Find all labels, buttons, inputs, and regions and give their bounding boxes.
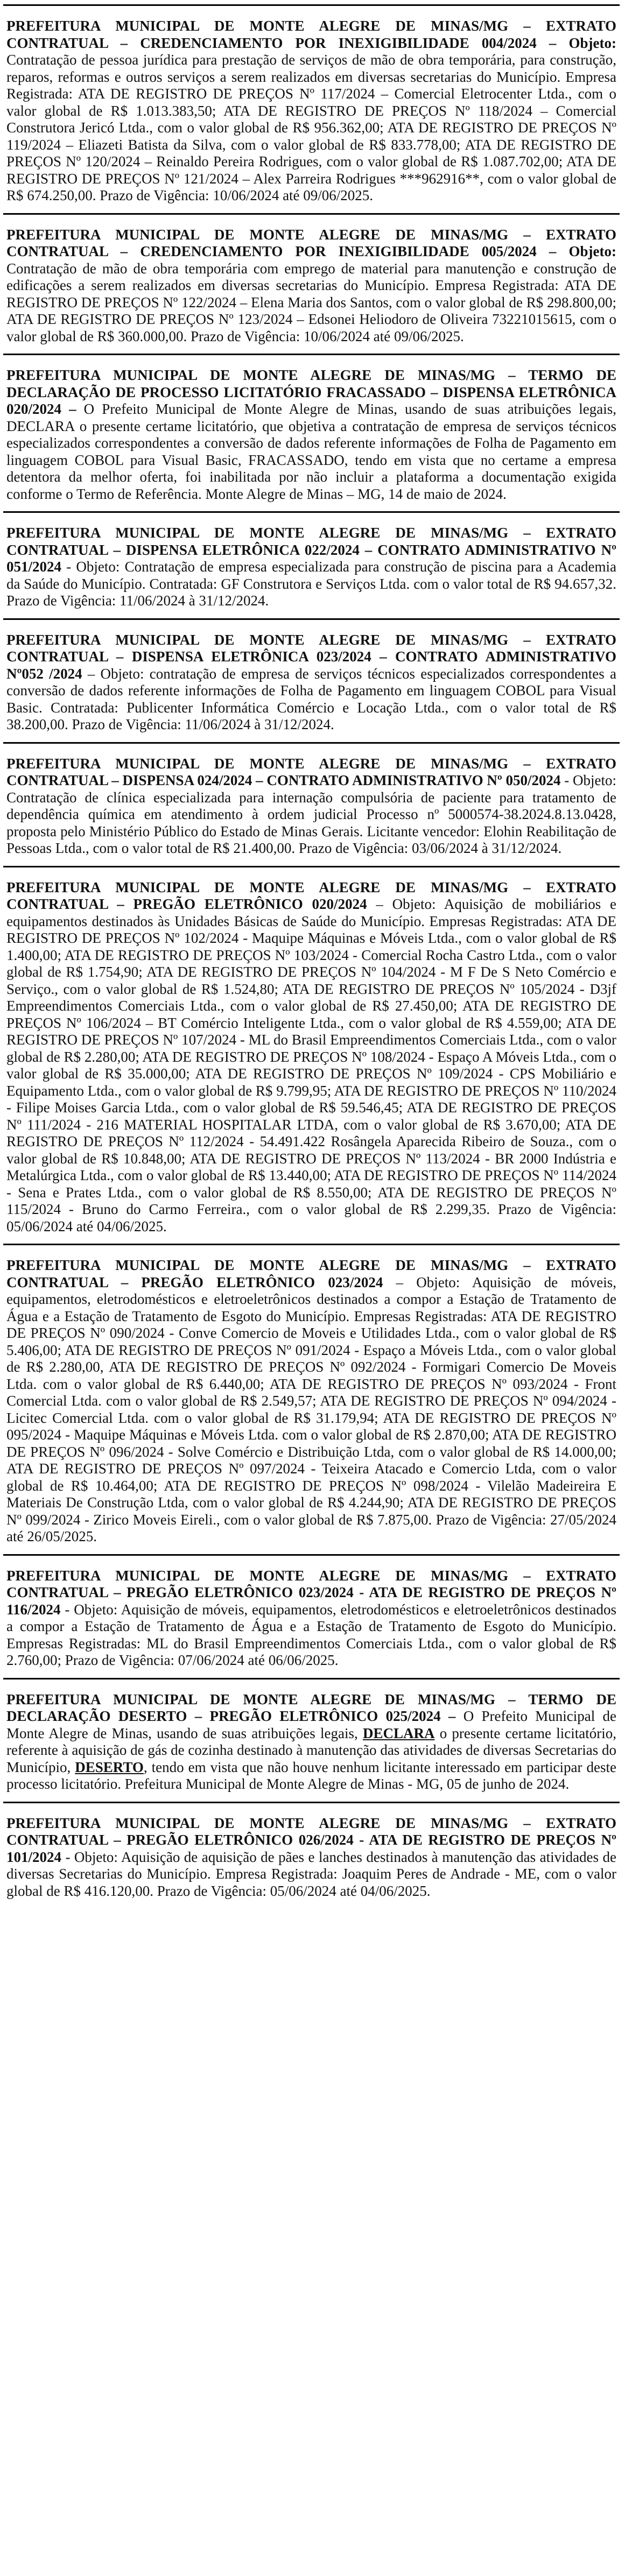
notice-pregao-023-ata-116: [3, 1557, 620, 1677]
notice-text: [6, 227, 616, 345]
notice-body: , tendo em vista que não houve nenhum licitante interessado em participar deste processo licitatório. Prefeitura Municipal de Monte Alegre de Minas - MG, 05 de junho de 2024.: [6, 1759, 616, 1792]
divider: [3, 1554, 620, 1556]
notice-heading: PREFEITURA MUNICIPAL DE MONTE ALEGRE DE MINAS/MG – EXTRATO CONTRATUAL – PREGÃO ELETRÔNICO 023/2024: [6, 1257, 616, 1290]
notice-text: [6, 18, 616, 204]
notice-heading: PREFEITURA MUNICIPAL DE MONTE ALEGRE DE MINAS/MG – EXTRATO CONTRATUAL – DISPENSA ELETRÔNICA 023/2024 – CONTRATO ADMINISTRATIVO Nº052 /2024: [6, 631, 616, 682]
notice-body: Contratação de pessoa jurídica para prestação de serviços de mão de obra temporária, para construção, reparos, reformas e outros serviços a serem realizados em diversas secretarias do Município. Empresa Registrada: ATA DE REGISTRO DE PREÇOS Nº 117/2024 – Comercial Eletrocenter Ltda., com o valor global de R$ 1.013.383,50; ATA DE REGISTRO DE PREÇOS Nº 118/2024 – Comercial Construtora Jericó Ltda., com o valor global de R$ 956.362,00; ATA DE REGISTRO DE PREÇOS Nº 119/2024 – Eliazeti Batista da Silva, com o valor global de R$ 833.778,00; ATA DE REGISTRO DE PREÇOS Nº 120/2024 – Reinaldo Pereira Rodrigues, com o valor global de R$ 1.087.702,00; ATA DE REGISTRO DE PREÇOS Nº 121/2024 – Alex Parreira Rodrigues ***962916**, com o valor global de R$ 674.250,00. Prazo de Vigência: 10/06/2024 até 09/06/2025.: [6, 52, 616, 203]
notice-body: - Objeto: Contratação de clínica especializada para internação compulsória de paciente para tratamento de dependência química em atendimento à ordem judicial Processo nº 5000574-38.2024.8.13.0428, proposta pelo Ministério Público do Estado de Minas Gerais. Licitante vencedor: Elohin Reabilitação de Pessoas Ltda., com o valor total de R$ 21.400,00. Prazo de Vigência: 03/06/2024 à 31/12/2024.: [6, 772, 616, 856]
notice-body: O Prefeito Municipal de Monte Alegre de Minas, usando de suas atribuições legais, DECLARA o presente certame licitatório, que objetiva a contratação de empresa de serviços técnicos especializados correspondentes a conversão de dados referente informações de Folha de Pagamento em linguagem COBOL para Visual Basic, FRACASSADO, tendo em vista que no certame a empresa detentora da melhor oferta, foi inabilitada por não incluir a plataforma a documentação exigida conforme o Termo de Referência. Monte Alegre de Minas – MG, 14 de maio de 2024.: [6, 401, 616, 502]
notice-heading: PREFEITURA MUNICIPAL DE MONTE ALEGRE DE MINAS/MG – EXTRATO CONTRATUAL – CREDENCIAMENTO POR INEXIGIBILIDADE 005/2024 – Objeto:: [6, 226, 616, 259]
divider: [3, 511, 620, 513]
notice-body: – Objeto: Aquisição de móveis, equipamentos, eletrodomésticos e eletroeletrônicos destinados a compor a Estação de Tratamento de Água e a Estação de Tratamento de Esgoto do Município. Empresas Registradas: ATA DE REGISTRO DE PREÇOS Nº 090/2024 - Conve Comercio de Moveis e Utilidades Ltda., com o valor global de R$ 5.406,00; ATA DE REGISTRO DE PREÇOS Nº 091/2024 - Espaço a Móveis Ltda., com o valor global de R$ 2.280,00, ATA DE REGISTRO DE PREÇOS Nº 092/2024 - Formigari Comercio De Moveis Ltda. com o valor global de R$ 6.440,00; ATA DE REGISTRO DE PREÇOS Nº 093/2024 - Front Comercial Ltda. com o valor global de R$ 2.549,57; ATA DE REGISTRO DE PREÇOS Nº 094/2024 - Licitec Comercial Ltda. com o valor global de R$ 31.179,94; ATA DE REGISTRO DE PREÇOS Nº 095/2024 - Maquipe Máquinas e Móveis Ltda. com o valor global de R$ 2.870,00; ATA DE REGISTRO DE PREÇOS Nº 096/2024 - Solve Comércio e Distribuição Ltda, com o valor global de R$ 14.000,00; ATA DE REGISTRO DE PREÇOS Nº 097/2024 - Teixeira Atacado e Comercio Ltda, com o valor global de R$ 10.464,00; ATA DE REGISTRO DE PREÇOS Nº 098/2024 - Vilelão Madeireira E Materiais De Construção Ltda, com o valor global de R$ 4.244,90; ATA DE REGISTRO DE PREÇOS Nº 099/2024 - Zirico Moveis Eireli., com o valor global de R$ 7.875,00. Prazo de Vigência: 27/05/2024 até 26/05/2025.: [6, 1274, 617, 1544]
notice-heading: PREFEITURA MUNICIPAL DE MONTE ALEGRE DE MINAS/MG – TERMO DE DECLARAÇÃO DE PROCESSO LICITATÓRIO FRACASSADO – DISPENSA ELETRÔNICA 020/2024 –: [6, 367, 616, 417]
notice-dispensa-024: [3, 745, 620, 865]
notice-heading: PREFEITURA MUNICIPAL DE MONTE ALEGRE DE MINAS/MG – EXTRATO CONTRATUAL – PREGÃO ELETRÔNICO 020/2024: [6, 879, 616, 912]
notice-body: – Objeto: contratação de empresa de serviços técnicos especializados correspondentes a conversão de dados referente informações de Folha de Pagamento em linguagem COBOL para Visual Basic. Contratada: Publicenter Informática Comércio e Locação Ltda., com o valor total de R$ 38.200,00. Prazo de Vigência: 11/06/2024 à 31/12/2024.: [6, 665, 616, 732]
divider: [3, 213, 620, 215]
notice-body: - Objeto: Contratação de empresa especializada para construção de piscina para a Academia da Saúde do Município. Contratada: GF Construtora e Serviços Ltda. com o valor total de R$ 94.657,32. Prazo de Vigência: 11/06/2024 à 31/12/2024.: [6, 559, 616, 609]
notice-text: [6, 756, 616, 857]
divider: [3, 4, 620, 6]
notice-heading: PREFEITURA MUNICIPAL DE MONTE ALEGRE DE MINAS/MG – EXTRATO CONTRATUAL – CREDENCIAMENTO POR INEXIGIBILIDADE 004/2024 – Objeto:: [6, 18, 616, 51]
divider: [3, 1802, 620, 1803]
notice-pregao-025-deserto: [3, 1681, 620, 1801]
notice-body: - Objeto: Aquisição de aquisição de pães e lanches destinados à manutenção das atividades de diversas Secretarias do Município. Empresa Registrada: Joaquim Peres de Andrade - ME, com o valor global de R$ 416.120,00. Prazo de Vigência: 05/06/2024 até 04/06/2025.: [6, 1848, 616, 1899]
notice-text: [6, 1691, 616, 1793]
notice-body: – Objeto: Aquisição de mobiliários e equipamentos destinados às Unidades Básicas de Saúde do Município. Empresas Registradas: ATA DE REGISTRO DE PREÇOS Nº 102/2024 - Maquipe Máquinas e Móveis Ltda., com o valor global de R$ 1.400,00; ATA DE REGISTRO DE PREÇOS Nº 103/2024 - Comercial Rocha Castro Ltda., com o valor global de R$ 1.754,90; ATA DE REGISTRO DE PREÇOS Nº 104/2024 - M F De S Neto Comércio e Serviço., com o valor global de R$ 1.524,80; ATA DE REGISTRO DE PREÇOS Nº 105/2024 - D3jf Empreendimentos Comerciais Ltda., com o valor global de R$ 27.450,00; ATA DE REGISTRO DE PREÇOS Nº 106/2024 – BT Comércio Inteligente Ltda., com o valor global de R$ 4.559,00; ATA DE REGISTRO DE PREÇOS Nº 107/2024 - ML do Brasil Empreendimentos Comerciais Ltda., com o valor global de R$ 2.280,00; ATA DE REGISTRO DE PREÇOS Nº 108/2024 - Espaço A Móveis Ltda., com o valor global de R$ 35.000,00; ATA DE REGISTRO DE PREÇOS Nº 109/2024 - CPS Mobiliário e Equipamento Ltda., com o valor global de R$ 9.799,95; ATA DE REGISTRO DE PREÇOS Nº 110/2024 - Filipe Moises Garcia Ltda., com o valor global de R$ 59.546,45; ATA DE REGISTRO DE PREÇOS Nº 111/2024 - 216 MATERIAL HOSPITALAR LTDA, com o valor global de R$ 3.670,00; ATA DE REGISTRO DE PREÇOS Nº 112/2024 - 54.491.422 Rosângela Aparecida Ribeiro de Souza., com o valor global de R$ 10.848,00; ATA DE REGISTRO DE PREÇOS Nº 113/2024 - BR 2000 Indústria e Metalúrgica Ltda., com o valor global de R$ 13.440,00; ATA DE REGISTRO DE PREÇOS Nº 114/2024 - Sena e Prates Ltda., com o valor global de R$ 8.550,00; ATA DE REGISTRO DE PREÇOS Nº 115/2024 - Bruno do Carmo Ferreira., com o valor global de R$ 2.299,35. Prazo de Vigência: 05/06/2024 até 04/06/2025.: [6, 896, 616, 1234]
notice-text: [6, 1257, 616, 1545]
divider: [3, 1678, 620, 1679]
notice-pregao-026: [3, 1804, 620, 1908]
notice-dispensa-022: [3, 514, 620, 617]
notice-text: [6, 879, 616, 1236]
divider: [3, 1244, 620, 1245]
divider: [3, 866, 620, 867]
notice-pregao-020: [3, 869, 620, 1243]
notice-credenciamento-005: [3, 216, 620, 353]
document-page: [3, 3, 620, 1907]
deserto-keyword: DESERTO: [75, 1759, 144, 1775]
notice-body: Contratação de mão de obra temporária com emprego de material para manutenção e construção de edificações a serem realizados em diversas secretarias do Município. Empresa Registrada: ATA DE REGISTRO DE PREÇOS Nº 122/2024 – Elena Maria dos Santos, com o valor global de R$ 298.800,00; ATA DE REGISTRO DE PREÇOS Nº 123/2024 – Edsonei Heliodoro de Oliveira 73221015615, com o valor global de R$ 360.000,00. Prazo de Vigência: 10/06/2024 até 09/06/2025.: [6, 260, 616, 344]
divider: [3, 742, 620, 744]
notice-body: o presente certame licitatório, referente à aquisição de gás de cozinha destinado à manutenção das atividades de diversas Secretarias do Município,: [6, 1725, 616, 1775]
notice-body: - Objeto: Aquisição de móveis, equipamentos, eletrodomésticos e eletroeletrônicos destinados a compor a Estação de Tratamento de Água e a Estação de Tratamento de Esgoto do Município. Empresas Registradas: ML do Brasil Empreendimentos Comerciais Ltda., com o valor global de R$ 2.760,00; Prazo de Vigência: 07/06/2024 até 06/06/2025.: [6, 1601, 616, 1668]
divider: [3, 618, 620, 620]
notice-heading: PREFEITURA MUNICIPAL DE MONTE ALEGRE DE MINAS/MG – EXTRATO CONTRATUAL – PREGÃO ELETRÔNICO 023/2024 - ATA DE REGISTRO DE PREÇOS Nº 116/2024: [6, 1567, 616, 1618]
notice-text: [6, 525, 616, 610]
notice-pregao-023: [3, 1246, 620, 1553]
declara-keyword: DECLARA: [362, 1725, 435, 1741]
notice-dispensa-020-fracassado: [3, 356, 620, 510]
notice-heading: PREFEITURA MUNICIPAL DE MONTE ALEGRE DE MINAS/MG – EXTRATO CONTRATUAL – DISPENSA 024/2024 – CONTRATO ADMINISTRATIVO Nº 050/2024: [6, 755, 616, 788]
notice-credenciamento-004: [3, 7, 620, 212]
notice-heading: PREFEITURA MUNICIPAL DE MONTE ALEGRE DE MINAS/MG – EXTRATO CONTRATUAL – PREGÃO ELETRÔNICO 026/2024 - ATA DE REGISTRO DE PREÇOS Nº 101/2024: [6, 1815, 616, 1865]
notice-heading: PREFEITURA MUNICIPAL DE MONTE ALEGRE DE MINAS/MG – EXTRATO CONTRATUAL – DISPENSA ELETRÔNICA 022/2024 – CONTRATO ADMINISTRATIVO Nº 051/2024: [6, 525, 616, 575]
notice-text: [6, 632, 616, 733]
notice-text: [6, 1568, 616, 1669]
notice-text: [6, 1815, 616, 1900]
notice-text: [6, 367, 616, 503]
notice-body: O Prefeito Municipal de Monte Alegre de Minas, usando de suas atribuições legais,: [6, 1708, 616, 1741]
notice-dispensa-023: [3, 621, 620, 741]
notice-heading: PREFEITURA MUNICIPAL DE MONTE ALEGRE DE MINAS/MG – TERMO DE DECLARAÇÃO DESERTO – PREGÃO ELETRÔNICO 025/2024 –: [6, 1691, 616, 1724]
divider: [3, 354, 620, 355]
